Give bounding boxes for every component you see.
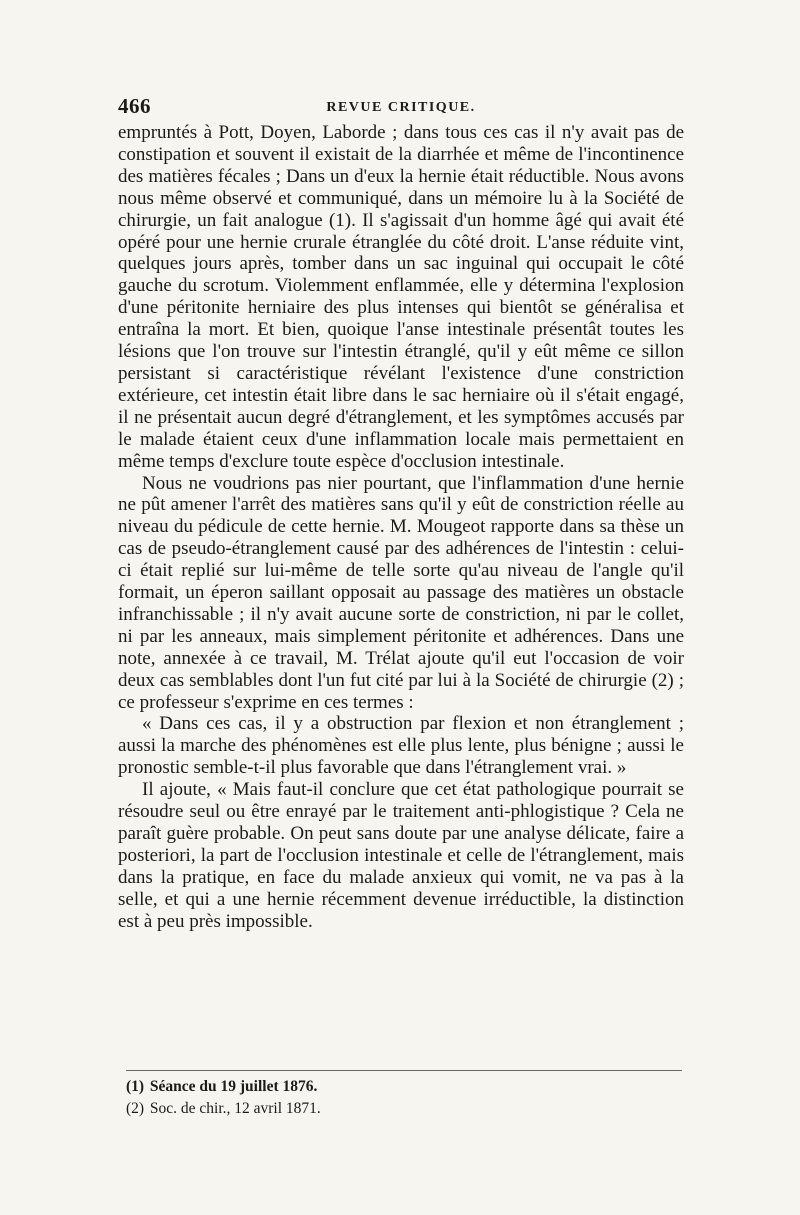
footnote-2-number: (2): [126, 1100, 145, 1117]
footnote-1: [126, 1076, 682, 1098]
running-title: REVUE CRITIQUE.: [326, 100, 476, 115]
paragraph-2: Nous ne voudrions pas nier pourtant, que l'inflammation d'une hernie ne pût amener l'arrêt des matières sans qu'il y eût de constriction réelle au niveau du pédicule de cette hernie. M. Mougeot rapporte dans sa thèse un cas de pseudo-étranglement causé par des adhérences de l'intestin : celui-ci était replié sur lui-même de telle sorte qu'au niveau de l'angle qu'il formait, un éperon saillant opposait au passage des matières un obstacle infranchissable ; il n'y avait aucune sorte de constriction, ni par le collet, ni par les anneaux, mais simplement péritonite et adhérences. Dans une note, annexée à ce travail, M. Trélat ajoute qu'il eut l'occasion de voir deux cas semblables dont l'un fut cité par lui à la Société de chirurgie (2) ; ce professeur s'exprime en ces termes :: [118, 472, 684, 713]
paragraph-4: Il ajoute, « Mais faut-il conclure que cet état pathologique pourrait se résoudre seul ou être enrayé par le traitement anti-phlogistique ? Cela ne paraît guère probable. On peut sans doute par une analyse délicate, faire a posteriori, la part de l'occlusion intestinale et celle de l'étranglement, mais dans la pratique, en face du malade anxieux qui vomit, ne va pas à la selle, et qui a une hernie récemment devenue irréductible, la distinction est à peu près impossible.: [118, 779, 684, 932]
paragraph-1: empruntés à Pott, Doyen, Laborde ; dans tous ces cas il n'y avait pas de constipation et souvent il existait de la diarrhée et même de l'incontinence des matières fécales ; Dans un d'eux la hernie était réductible. Nous avons nous même observé et communiqué, dans un mémoire lu à la Société de chirurgie, un fait analogue (1). Il s'agissait d'un homme âgé qui avait été opéré pour une hernie crurale étranglée du côté droit. L'anse réduite vint, quelques jours après, tomber dans un sac inguinal qui occupait le côté gauche du scrotum. Violemment enflammée, elle y détermina l'explosion d'une péritonite herniaire des plus intenses qui bientôt se généralisa et entraîna la mort. Et bien, quoique l'anse intestinale présentât toutes les lésions que l'on trouve sur l'intestin étranglé, qu'il y eût même ce sillon persistant si caractéristique révélant l'existence d'une constriction extérieure, cet intestin était libre dans le sac herniaire où il s'était engagé, il ne présentait aucun degré d'étranglement, et les symptômes accusés par le malade étaient ceux d'une inflammation locale mais permettaient en même temps d'exclure toute espèce d'occlusion intestinale.: [118, 122, 684, 472]
page-header: [118, 94, 684, 124]
footnote-1-text: Séance du 19 juillet 1876.: [149, 1078, 318, 1095]
page-number: 466: [118, 94, 151, 118]
quotation-paragraph: « Dans ces cas, il y a obstruction par flexion et non étranglement ; aussi la marche des phénomènes est elle plus lente, plus bénigne ; aussi le pronostic semble-t-il plus favorable que dans l'étranglement vrai. »: [118, 713, 684, 779]
footnotes: [126, 1076, 682, 1120]
footnote-divider: [126, 1070, 682, 1071]
footnote-2-text: Soc. de chir., 12 avril 1871.: [149, 1100, 321, 1117]
footnote-1-number: (1): [126, 1078, 145, 1095]
body-text: [118, 122, 684, 933]
footnote-2: [126, 1098, 682, 1120]
